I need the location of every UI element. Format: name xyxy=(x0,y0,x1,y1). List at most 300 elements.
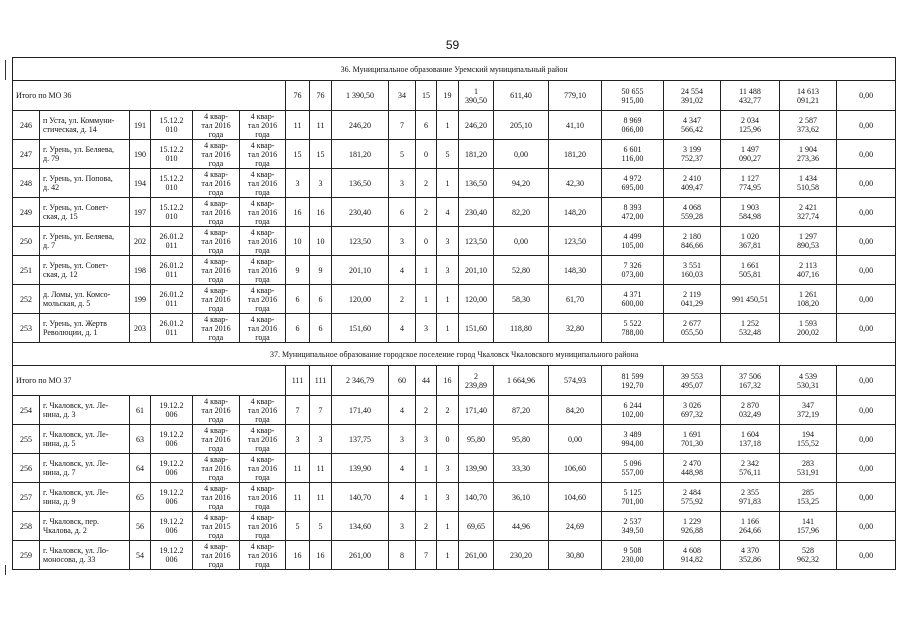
value-cell: 1 593 200,02 xyxy=(780,314,837,343)
value-cell: 3 xyxy=(437,227,459,256)
address-cell: г. Урень, ул. Жертв Революции, д. 1 xyxy=(40,314,130,343)
value-cell: 3 xyxy=(437,454,459,483)
address-cell: г. Чкаловск, ул. Ло- моносова, д. 33 xyxy=(40,541,130,570)
total-cell: 60 xyxy=(389,366,416,396)
value-cell: 261,00 xyxy=(332,541,389,570)
value-cell: 1 xyxy=(437,314,459,343)
value-cell: 2 113 407,16 xyxy=(780,256,837,285)
value-cell: 0,00 xyxy=(494,227,549,256)
value-cell: 6 xyxy=(389,198,416,227)
value-cell: 0,00 xyxy=(837,256,896,285)
value-cell: 82,20 xyxy=(494,198,549,227)
quarter-end-cell: 4 квар- тал 2016 года xyxy=(240,227,286,256)
total-label: Итого по МО 36 xyxy=(13,81,286,111)
value-cell: 104,60 xyxy=(549,483,602,512)
value-cell: 6 xyxy=(416,111,437,140)
house-id-cell: 61 xyxy=(130,396,151,425)
table-row xyxy=(13,169,896,198)
house-id-cell: 191 xyxy=(130,111,151,140)
value-cell: 94,20 xyxy=(494,169,549,198)
housing-register-table xyxy=(12,57,896,570)
value-cell: 0 xyxy=(437,425,459,454)
house-id-cell: 202 xyxy=(130,227,151,256)
table-row xyxy=(13,256,896,285)
value-cell: 528 962,32 xyxy=(780,541,837,570)
address-cell: г. Урень, ул. Совет- ская, д. 12 xyxy=(40,256,130,285)
value-cell: 151,60 xyxy=(459,314,494,343)
value-cell: 24,69 xyxy=(549,512,602,541)
value-cell: 4 370 352,86 xyxy=(721,541,780,570)
address-cell: г. Чкаловск, ул. Ле- нина, д. 3 xyxy=(40,396,130,425)
value-cell: 118,80 xyxy=(494,314,549,343)
row-number: 250 xyxy=(13,227,40,256)
value-cell: 87,20 xyxy=(494,396,549,425)
house-id-cell: 194 xyxy=(130,169,151,198)
value-cell: 205,10 xyxy=(494,111,549,140)
value-cell: 140,70 xyxy=(332,483,389,512)
value-cell: 95,80 xyxy=(459,425,494,454)
value-cell: 7 xyxy=(286,396,310,425)
house-id-cell: 198 xyxy=(130,256,151,285)
total-cell: 15 xyxy=(416,81,437,111)
row-number: 251 xyxy=(13,256,40,285)
house-id-cell: 190 xyxy=(130,140,151,169)
value-cell: 2 537 349,50 xyxy=(602,512,664,541)
total-cell: 76 xyxy=(310,81,332,111)
value-cell: 2 410 409,47 xyxy=(664,169,721,198)
value-cell: 0,00 xyxy=(837,541,896,570)
total-cell: 34 xyxy=(389,81,416,111)
date-cell: 26.01.2 011 xyxy=(151,285,193,314)
row-number: 258 xyxy=(13,512,40,541)
value-cell: 181,20 xyxy=(332,140,389,169)
value-cell: 4 347 566,42 xyxy=(664,111,721,140)
value-cell: 6 xyxy=(286,285,310,314)
date-cell: 19.12.2 006 xyxy=(151,454,193,483)
total-cell: 0,00 xyxy=(837,366,896,396)
value-cell: 1 xyxy=(416,285,437,314)
page-number: 59 xyxy=(445,38,460,52)
table-row xyxy=(13,285,896,314)
house-id-cell: 197 xyxy=(130,198,151,227)
value-cell: 201,10 xyxy=(332,256,389,285)
value-cell: 1 166 264,66 xyxy=(721,512,780,541)
address-cell: д. Ломы, ул. Комсо- мольская, д. 5 xyxy=(40,285,130,314)
value-cell: 1 252 532,48 xyxy=(721,314,780,343)
section-title-row xyxy=(13,58,896,81)
value-cell: 3 xyxy=(437,483,459,512)
value-cell: 0,00 xyxy=(837,512,896,541)
value-cell: 171,40 xyxy=(459,396,494,425)
value-cell: 1 xyxy=(437,541,459,570)
table-row xyxy=(13,314,896,343)
house-id-cell: 65 xyxy=(130,483,151,512)
value-cell: 2 034 125,96 xyxy=(721,111,780,140)
quarter-start-cell: 4 квар- тал 2016 года xyxy=(193,198,240,227)
value-cell: 4 xyxy=(389,314,416,343)
value-cell: 0,00 xyxy=(837,198,896,227)
value-cell: 1 xyxy=(437,285,459,314)
value-cell: 16 xyxy=(310,541,332,570)
quarter-end-cell: 4 квар- тал 2016 года xyxy=(240,425,286,454)
table-row xyxy=(13,198,896,227)
value-cell: 6 xyxy=(310,314,332,343)
quarter-end-cell: 4 квар- тал 2016 года xyxy=(240,285,286,314)
quarter-start-cell: 4 квар- тал 2016 года xyxy=(193,285,240,314)
total-cell: 76 xyxy=(286,81,310,111)
value-cell: 1 xyxy=(416,256,437,285)
value-cell: 4 499 105,00 xyxy=(602,227,664,256)
section-title-row xyxy=(13,343,896,366)
value-cell: 347 372,19 xyxy=(780,396,837,425)
row-number: 257 xyxy=(13,483,40,512)
value-cell: 2 xyxy=(416,169,437,198)
value-cell: 4 xyxy=(389,396,416,425)
total-cell: 2 239,89 xyxy=(459,366,494,396)
quarter-start-cell: 4 квар- тал 2016 года xyxy=(193,454,240,483)
row-number: 256 xyxy=(13,454,40,483)
value-cell: 16 xyxy=(286,541,310,570)
value-cell: 0,00 xyxy=(837,454,896,483)
value-cell: 123,50 xyxy=(332,227,389,256)
value-cell: 0,00 xyxy=(549,425,602,454)
value-cell: 1 691 701,30 xyxy=(664,425,721,454)
value-cell: 3 xyxy=(416,314,437,343)
quarter-end-cell: 4 квар- тал 2016 года xyxy=(240,140,286,169)
value-cell: 11 xyxy=(310,454,332,483)
value-cell: 2 421 327,74 xyxy=(780,198,837,227)
value-cell: 2 119 041,29 xyxy=(664,285,721,314)
value-cell: 181,20 xyxy=(549,140,602,169)
value-cell: 1 604 137,18 xyxy=(721,425,780,454)
address-cell: г. Чкаловск, ул. Ле- нина, д. 9 xyxy=(40,483,130,512)
date-cell: 15.12.2 010 xyxy=(151,169,193,198)
date-cell: 19.12.2 006 xyxy=(151,541,193,570)
row-number: 247 xyxy=(13,140,40,169)
house-id-cell: 63 xyxy=(130,425,151,454)
binding-mark xyxy=(5,60,6,80)
value-cell: 2 180 846,66 xyxy=(664,227,721,256)
value-cell: 10 xyxy=(310,227,332,256)
total-cell: 16 xyxy=(437,366,459,396)
date-cell: 26.01.2 011 xyxy=(151,256,193,285)
house-id-cell: 199 xyxy=(130,285,151,314)
total-cell: 611,40 xyxy=(494,81,549,111)
value-cell: 11 xyxy=(286,111,310,140)
value-cell: 3 489 994,00 xyxy=(602,425,664,454)
address-cell: г. Урень, ул. Совет- ская, д. 15 xyxy=(40,198,130,227)
section-title: 37. Муниципальное образование городское поселение город Чкаловск Чкаловского муниципального района xyxy=(13,343,896,366)
date-cell: 19.12.2 006 xyxy=(151,512,193,541)
total-cell: 19 xyxy=(437,81,459,111)
value-cell: 30,80 xyxy=(549,541,602,570)
total-cell: 14 613 091,21 xyxy=(780,81,837,111)
value-cell: 4 xyxy=(389,454,416,483)
value-cell: 7 xyxy=(416,541,437,570)
value-cell: 3 xyxy=(389,425,416,454)
address-cell: г. Урень, ул. Беляева, д. 79 xyxy=(40,140,130,169)
value-cell: 95,80 xyxy=(494,425,549,454)
value-cell: 1 xyxy=(437,512,459,541)
section-title: 36. Муниципальное образование Уремский муниципальный район xyxy=(13,58,896,81)
total-cell: 1 664,96 xyxy=(494,366,549,396)
address-cell: г. Чкаловск, ул. Ле- нина, д. 7 xyxy=(40,454,130,483)
value-cell: 3 xyxy=(389,512,416,541)
value-cell: 3 xyxy=(437,256,459,285)
value-cell: 1 434 510,58 xyxy=(780,169,837,198)
value-cell: 2 870 032,49 xyxy=(721,396,780,425)
value-cell: 2 xyxy=(389,285,416,314)
total-label: Итого по МО 37 xyxy=(13,366,286,396)
total-cell: 574,93 xyxy=(549,366,602,396)
date-cell: 15.12.2 010 xyxy=(151,140,193,169)
value-cell: 0,00 xyxy=(837,483,896,512)
value-cell: 8 393 472,00 xyxy=(602,198,664,227)
row-number: 255 xyxy=(13,425,40,454)
value-cell: 0,00 xyxy=(837,140,896,169)
total-cell: 44 xyxy=(416,366,437,396)
value-cell: 148,20 xyxy=(549,198,602,227)
row-number: 259 xyxy=(13,541,40,570)
quarter-end-cell: 4 квар- тал 2016 года xyxy=(240,512,286,541)
value-cell: 4 371 600,00 xyxy=(602,285,664,314)
total-cell: 0,00 xyxy=(837,81,896,111)
value-cell: 0 xyxy=(416,140,437,169)
value-cell: 1 020 367,81 xyxy=(721,227,780,256)
quarter-start-cell: 4 квар- тал 2016 года xyxy=(193,140,240,169)
value-cell: 151,60 xyxy=(332,314,389,343)
value-cell: 9 508 230,00 xyxy=(602,541,664,570)
value-cell: 0,00 xyxy=(837,227,896,256)
value-cell: 52,80 xyxy=(494,256,549,285)
value-cell: 5 xyxy=(389,140,416,169)
value-cell: 123,50 xyxy=(549,227,602,256)
value-cell: 2 342 576,11 xyxy=(721,454,780,483)
total-row xyxy=(13,81,896,111)
quarter-end-cell: 4 квар- тал 2016 года xyxy=(240,454,286,483)
value-cell: 139,90 xyxy=(332,454,389,483)
quarter-start-cell: 4 квар- тал 2016 года xyxy=(193,425,240,454)
value-cell: 5 xyxy=(310,512,332,541)
date-cell: 15.12.2 010 xyxy=(151,111,193,140)
value-cell: 1 xyxy=(437,169,459,198)
quarter-start-cell: 4 квар- тал 2016 года xyxy=(193,256,240,285)
address-cell: г. Чкаловск, пер. Чкалова, д. 2 xyxy=(40,512,130,541)
house-id-cell: 54 xyxy=(130,541,151,570)
value-cell: 137,75 xyxy=(332,425,389,454)
table-row xyxy=(13,483,896,512)
quarter-end-cell: 4 квар- тал 2016 года xyxy=(240,483,286,512)
quarter-start-cell: 4 квар- тал 2016 года xyxy=(193,111,240,140)
value-cell: 1 229 926,88 xyxy=(664,512,721,541)
value-cell: 1 297 890,53 xyxy=(780,227,837,256)
value-cell: 140,70 xyxy=(459,483,494,512)
value-cell: 139,90 xyxy=(459,454,494,483)
value-cell: 4 xyxy=(389,256,416,285)
value-cell: 261,00 xyxy=(459,541,494,570)
value-cell: 10 xyxy=(286,227,310,256)
table-row xyxy=(13,396,896,425)
value-cell: 0,00 xyxy=(837,425,896,454)
value-cell: 3 xyxy=(389,169,416,198)
value-cell: 230,40 xyxy=(459,198,494,227)
quarter-end-cell: 4 квар- тал 2016 года xyxy=(240,314,286,343)
value-cell: 283 531,91 xyxy=(780,454,837,483)
value-cell: 3 199 752,37 xyxy=(664,140,721,169)
value-cell: 134,60 xyxy=(332,512,389,541)
value-cell: 5 xyxy=(437,140,459,169)
table-row xyxy=(13,111,896,140)
value-cell: 3 xyxy=(286,169,310,198)
value-cell: 1 xyxy=(416,454,437,483)
row-number: 249 xyxy=(13,198,40,227)
value-cell: 136,50 xyxy=(459,169,494,198)
value-cell: 230,40 xyxy=(332,198,389,227)
table-body xyxy=(13,58,896,570)
value-cell: 1 497 090,27 xyxy=(721,140,780,169)
value-cell: 123,50 xyxy=(459,227,494,256)
date-cell: 15.12.2 010 xyxy=(151,198,193,227)
total-cell: 24 554 391,02 xyxy=(664,81,721,111)
value-cell: 36,10 xyxy=(494,483,549,512)
value-cell: 2 470 448,98 xyxy=(664,454,721,483)
value-cell: 41,10 xyxy=(549,111,602,140)
value-cell: 0,00 xyxy=(837,285,896,314)
value-cell: 3 xyxy=(310,425,332,454)
value-cell: 106,60 xyxy=(549,454,602,483)
value-cell: 285 153,25 xyxy=(780,483,837,512)
value-cell: 9 xyxy=(286,256,310,285)
date-cell: 26.01.2 011 xyxy=(151,227,193,256)
quarter-end-cell: 4 квар- тал 2016 года xyxy=(240,169,286,198)
value-cell: 8 xyxy=(389,541,416,570)
value-cell: 2 355 971,83 xyxy=(721,483,780,512)
row-number: 254 xyxy=(13,396,40,425)
value-cell: 16 xyxy=(310,198,332,227)
table-row xyxy=(13,541,896,570)
value-cell: 7 326 073,00 xyxy=(602,256,664,285)
quarter-start-cell: 4 квар- тал 2016 года xyxy=(193,227,240,256)
quarter-start-cell: 4 квар- тал 2015 года xyxy=(193,512,240,541)
address-cell: г. Чкаловск, ул. Ле- нина, д. 5 xyxy=(40,425,130,454)
value-cell: 5 125 701,00 xyxy=(602,483,664,512)
value-cell: 6 244 102,00 xyxy=(602,396,664,425)
value-cell: 3 026 697,32 xyxy=(664,396,721,425)
value-cell: 15 xyxy=(286,140,310,169)
table-row xyxy=(13,227,896,256)
value-cell: 201,10 xyxy=(459,256,494,285)
date-cell: 19.12.2 006 xyxy=(151,483,193,512)
value-cell: 3 xyxy=(286,425,310,454)
value-cell: 84,20 xyxy=(549,396,602,425)
address-cell: г. Урень, ул. Беляева, д. 7 xyxy=(40,227,130,256)
value-cell: 2 587 373,62 xyxy=(780,111,837,140)
quarter-end-cell: 4 квар- тал 2016 года xyxy=(240,198,286,227)
quarter-start-cell: 4 квар- тал 2016 года xyxy=(193,314,240,343)
total-cell: 11 488 432,77 xyxy=(721,81,780,111)
value-cell: 5 522 788,00 xyxy=(602,314,664,343)
value-cell: 6 601 116,00 xyxy=(602,140,664,169)
row-number: 248 xyxy=(13,169,40,198)
value-cell: 136,50 xyxy=(332,169,389,198)
total-cell: 779,10 xyxy=(549,81,602,111)
value-cell: 1 127 774,95 xyxy=(721,169,780,198)
value-cell: 141 157,96 xyxy=(780,512,837,541)
value-cell: 7 xyxy=(389,111,416,140)
value-cell: 1 904 273,36 xyxy=(780,140,837,169)
total-cell: 37 506 167,32 xyxy=(721,366,780,396)
value-cell: 5 xyxy=(286,512,310,541)
value-cell: 2 xyxy=(416,396,437,425)
row-number: 246 xyxy=(13,111,40,140)
value-cell: 9 xyxy=(310,256,332,285)
value-cell: 3 xyxy=(416,425,437,454)
quarter-start-cell: 4 квар- тал 2016 года xyxy=(193,541,240,570)
total-cell: 111 xyxy=(286,366,310,396)
total-cell: 2 346,79 xyxy=(332,366,389,396)
value-cell: 42,30 xyxy=(549,169,602,198)
value-cell: 32,80 xyxy=(549,314,602,343)
value-cell: 58,30 xyxy=(494,285,549,314)
value-cell: 8 969 066,00 xyxy=(602,111,664,140)
total-cell: 1 390,50 xyxy=(332,81,389,111)
value-cell: 1 xyxy=(437,111,459,140)
value-cell: 4 608 914,82 xyxy=(664,541,721,570)
date-cell: 19.12.2 006 xyxy=(151,425,193,454)
value-cell: 2 xyxy=(416,198,437,227)
table-row xyxy=(13,512,896,541)
total-cell: 111 xyxy=(310,366,332,396)
value-cell: 0 xyxy=(416,227,437,256)
value-cell: 6 xyxy=(310,285,332,314)
quarter-end-cell: 4 квар- тал 2016 года xyxy=(240,396,286,425)
total-cell: 4 539 530,31 xyxy=(780,366,837,396)
value-cell: 3 xyxy=(310,169,332,198)
house-id-cell: 203 xyxy=(130,314,151,343)
quarter-end-cell: 4 квар- тал 2016 года xyxy=(240,111,286,140)
value-cell: 4 972 695,00 xyxy=(602,169,664,198)
date-cell: 26.01.2 011 xyxy=(151,314,193,343)
quarter-start-cell: 4 квар- тал 2016 года xyxy=(193,169,240,198)
value-cell: 0,00 xyxy=(837,169,896,198)
quarter-start-cell: 4 квар- тал 2016 года xyxy=(193,483,240,512)
value-cell: 171,40 xyxy=(332,396,389,425)
value-cell: 0,00 xyxy=(494,140,549,169)
value-cell: 11 xyxy=(286,454,310,483)
value-cell: 3 xyxy=(389,227,416,256)
table-row xyxy=(13,425,896,454)
value-cell: 2 xyxy=(416,512,437,541)
value-cell: 11 xyxy=(310,111,332,140)
value-cell: 33,30 xyxy=(494,454,549,483)
total-cell: 81 599 192,70 xyxy=(602,366,664,396)
value-cell: 120,00 xyxy=(459,285,494,314)
value-cell: 1 661 505,81 xyxy=(721,256,780,285)
value-cell: 0,00 xyxy=(837,111,896,140)
value-cell: 61,70 xyxy=(549,285,602,314)
row-number: 252 xyxy=(13,285,40,314)
value-cell: 1 xyxy=(416,483,437,512)
row-number: 253 xyxy=(13,314,40,343)
value-cell: 3 551 160,03 xyxy=(664,256,721,285)
value-cell: 15 xyxy=(310,140,332,169)
address-cell: г. Урень, ул. Попова, д. 42 xyxy=(40,169,130,198)
value-cell: 44,96 xyxy=(494,512,549,541)
value-cell: 246,20 xyxy=(332,111,389,140)
total-cell: 50 655 915,00 xyxy=(602,81,664,111)
value-cell: 6 xyxy=(286,314,310,343)
value-cell: 991 450,51 xyxy=(721,285,780,314)
